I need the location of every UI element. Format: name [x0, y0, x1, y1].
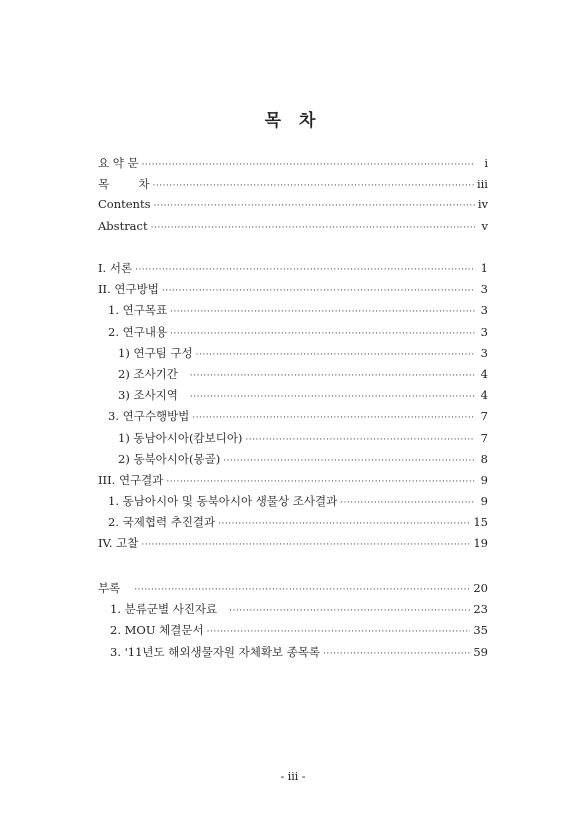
toc-appendix: [98, 580, 488, 665]
toc-entry[interactable]: [98, 387, 488, 408]
toc-entry[interactable]: [98, 281, 488, 302]
toc-entry-label: 2) 조사기간: [118, 366, 178, 381]
toc-entry[interactable]: [98, 197, 488, 218]
toc-dot-leader: [340, 498, 475, 508]
toc-dot-leader: [162, 286, 475, 296]
page-title: 목 차: [264, 111, 322, 131]
toc-entry-page: 9: [480, 494, 488, 509]
toc-entry-label: 1. 동남아시아 및 동북아시아 생물상 조사결과: [108, 494, 338, 509]
toc-entry-label: 3) 조사지역: [118, 388, 178, 403]
toc-entry[interactable]: [98, 472, 488, 493]
toc-entry[interactable]: [98, 302, 488, 323]
page-number-footer: - iii -: [280, 770, 306, 783]
toc-front-matter: [98, 155, 488, 240]
toc-dot-leader: [245, 435, 475, 445]
toc-entry-page: 4: [480, 388, 488, 403]
toc-entry-label: 부록: [98, 581, 121, 595]
toc-dot-leader: [196, 350, 475, 360]
toc-dot-leader: [152, 181, 473, 191]
toc-entry-page: 20: [473, 581, 488, 595]
toc-dot-leader: [170, 307, 475, 317]
toc-entry-label: 2. 국제협력 추진결과: [108, 515, 216, 530]
toc-entry-page: 9: [480, 472, 488, 487]
toc-entry[interactable]: [98, 493, 488, 514]
toc-entry-label: Abstract: [98, 218, 148, 233]
toc-entry-page: 3: [480, 345, 488, 360]
toc-entry-page: ⅳ: [477, 197, 488, 212]
toc-entry[interactable]: [98, 366, 488, 387]
toc-entry-page: 35: [473, 623, 488, 638]
toc-entry-page: 15: [473, 515, 488, 530]
toc-dot-leader: [323, 649, 470, 659]
toc-dot-leader: [142, 160, 475, 170]
toc-main: [98, 260, 488, 557]
toc-entry-label: II. 연구방법: [98, 282, 159, 297]
toc-entry-label: 1. 분류군별 사진자료: [110, 602, 218, 617]
toc-dot-leader: [229, 606, 470, 616]
toc-entry-page: 8: [480, 451, 488, 466]
toc-entry-page: i: [484, 156, 488, 170]
toc-dot-leader: [134, 585, 470, 595]
toc-entry[interactable]: [98, 176, 488, 197]
toc-dot-leader: [207, 627, 471, 637]
toc-entry-page: 59: [473, 644, 488, 659]
toc-entry-label: 3. 연구수행방법: [108, 409, 190, 424]
toc-entry-page: 3: [480, 282, 488, 297]
toc-dot-leader: [166, 477, 475, 487]
toc-entry-page: 4: [480, 366, 488, 381]
toc-entry[interactable]: [98, 622, 488, 643]
toc-entry-page: iii: [476, 177, 488, 192]
toc-entry[interactable]: [98, 345, 488, 366]
toc-dot-leader: [190, 392, 475, 402]
toc-entry-label: 1. 연구목표: [108, 303, 168, 318]
toc-entry-page: 7: [480, 430, 488, 445]
toc-entry[interactable]: [98, 451, 488, 472]
toc-entry[interactable]: [98, 408, 488, 429]
toc-entry-label: I. 서론: [98, 261, 133, 275]
toc-entry-label: 2. 연구내용: [108, 324, 168, 339]
toc-entry-label: 2. MOU 체결문서: [110, 623, 204, 638]
toc-entry-page: v: [481, 218, 488, 233]
toc-entry-label: 목 차: [98, 177, 150, 192]
toc-entry[interactable]: [98, 535, 488, 556]
toc-entry-label: 3. '11년도 해외생물자원 자체확보 종목록: [110, 644, 321, 659]
toc-entry-page: 1: [480, 261, 488, 275]
toc-entry[interactable]: [98, 260, 488, 281]
toc-entry-page: 3: [480, 324, 488, 339]
toc-entry[interactable]: [98, 324, 488, 345]
toc-dot-leader: [154, 201, 475, 211]
toc-entry-page: 7: [480, 409, 488, 424]
toc-entry-page: 3: [480, 303, 488, 318]
toc-dot-leader: [190, 371, 475, 381]
toc-dot-leader: [151, 223, 475, 233]
toc-entry-label: III. 연구결과: [98, 472, 164, 487]
toc-dot-leader: [170, 329, 475, 339]
toc-entry[interactable]: [98, 580, 488, 601]
toc-dot-leader: [192, 413, 475, 423]
toc-entry-page: 19: [473, 536, 488, 551]
toc-dot-leader: [218, 519, 470, 529]
toc-dot-leader: [223, 456, 475, 466]
toc-entry[interactable]: [98, 644, 488, 665]
toc-dot-leader: [135, 265, 475, 275]
toc-entry-label: 2) 동북아시아(몽골): [118, 451, 221, 466]
toc-entry-label: 1) 연구팀 구성: [118, 345, 193, 360]
toc-entry[interactable]: [98, 430, 488, 451]
toc-entry[interactable]: [98, 514, 488, 535]
toc-entry-label: 1) 동남아시아(캄보디아): [118, 430, 243, 445]
toc-entry[interactable]: [98, 155, 488, 176]
toc-entry[interactable]: [98, 219, 488, 240]
toc-entry-label: Contents: [98, 197, 151, 212]
toc-entry-label: 요 약 문: [98, 156, 139, 170]
toc-entry[interactable]: [98, 601, 488, 622]
toc-entry-page: 23: [473, 602, 488, 617]
toc-entry-label: IV. 고찰: [98, 536, 139, 551]
toc-dot-leader: [141, 540, 470, 550]
